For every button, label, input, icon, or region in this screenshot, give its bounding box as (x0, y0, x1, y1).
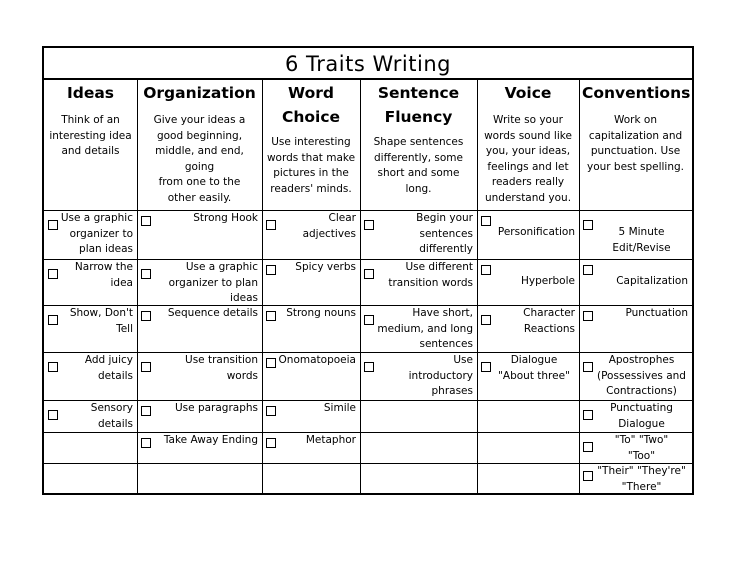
empty-cell (360, 400, 477, 432)
checkbox[interactable] (141, 216, 151, 226)
checkbox[interactable] (364, 315, 374, 325)
checkbox[interactable] (48, 269, 58, 279)
checklist-item-label: Narrow the idea (74, 261, 133, 289)
checkbox[interactable] (583, 442, 593, 452)
trait-heading: Sentence Fluency (377, 84, 460, 126)
trait-description: Write so your words sound like you, your ideas, feelings and let readers really understand you. (484, 114, 572, 204)
checklist-item-label: Begin your sentences differently (416, 212, 473, 255)
checkbox[interactable] (364, 220, 374, 230)
checkbox[interactable] (583, 362, 593, 372)
checklist-item-label: Capitalization (616, 275, 688, 287)
checklist-cell (579, 305, 692, 352)
checklist-cell (262, 210, 360, 259)
checklist-cell (579, 210, 692, 259)
checkbox[interactable] (481, 265, 491, 275)
checklist-item-label: Clear adjectives (302, 212, 356, 240)
checklist-item-label: Punctuating Dialogue (610, 402, 673, 430)
checklist-cell (262, 259, 360, 305)
checklist-item-label: Use transition words (185, 354, 258, 382)
checklist-item-label: Punctuation (625, 307, 688, 319)
checkbox[interactable] (48, 315, 58, 325)
checkbox[interactable] (583, 471, 593, 481)
checklist-cell (44, 400, 137, 432)
checkbox[interactable] (141, 269, 151, 279)
checklist-cell (262, 432, 360, 463)
checkbox[interactable] (141, 311, 151, 321)
checklist-item-label: Use paragraphs (174, 402, 258, 414)
empty-cell (262, 463, 360, 495)
header-ideas (44, 80, 137, 210)
checklist-item-label: Hyperbole (520, 275, 575, 287)
checklist-cell (579, 463, 692, 495)
checklist-cell (137, 400, 262, 432)
header-conventions (579, 80, 692, 210)
checklist-cell (360, 259, 477, 305)
checklist-cell (44, 210, 137, 259)
empty-cell (477, 432, 579, 463)
checklist-cell (477, 352, 579, 400)
checklist-item-label: Onomatopoeia (278, 354, 356, 366)
checklist-item-label: Add juicy details (84, 354, 133, 382)
checklist-cell (477, 259, 579, 305)
trait-heading: Conventions (582, 84, 691, 102)
checkbox[interactable] (266, 358, 276, 368)
checklist-cell (262, 305, 360, 352)
checklist-cell (44, 352, 137, 400)
checklist-item-label: Use introductory phrases (408, 354, 473, 397)
empty-cell (137, 463, 262, 495)
header-organization (137, 80, 262, 210)
checklist-item-label: Strong nouns (286, 307, 356, 319)
trait-heading: Ideas (66, 84, 115, 102)
checklist-item-label: Simile (323, 402, 356, 414)
checklist-item-label: Take Away Ending (163, 434, 258, 446)
empty-cell (44, 463, 137, 495)
checklist-cell (137, 259, 262, 305)
checklist-item-label: "To" "Two" "Too" (614, 434, 669, 462)
trait-description: Work on capitalization and punctuation. Use your best spelling. (586, 114, 684, 173)
header-voice (477, 80, 579, 210)
checklist-cell (262, 400, 360, 432)
checklist-cell (579, 432, 692, 463)
checklist-item-label: Use different transition words (388, 261, 473, 289)
checkbox[interactable] (583, 265, 593, 275)
trait-description: Give your ideas a good beginning, middle, and end, going from one to the other easily. (153, 114, 246, 204)
checkbox[interactable] (48, 410, 58, 420)
checklist-item-label: Strong Hook (193, 212, 258, 224)
checklist-cell (360, 352, 477, 400)
header-sentence-fluency (360, 80, 477, 210)
checkbox[interactable] (266, 438, 276, 448)
checkbox[interactable] (141, 406, 151, 416)
checklist-cell (579, 352, 692, 400)
checklist-item-label: Sensory details (90, 402, 133, 430)
empty-cell (360, 432, 477, 463)
checkbox[interactable] (481, 362, 491, 372)
trait-heading: Voice (504, 84, 552, 102)
checkbox[interactable] (266, 265, 276, 275)
checkbox[interactable] (266, 406, 276, 416)
checkbox[interactable] (364, 269, 374, 279)
checkbox[interactable] (583, 410, 593, 420)
checkbox[interactable] (481, 216, 491, 226)
checklist-cell (137, 210, 262, 259)
checklist-item-label: "Their" "They're" "There" (597, 465, 686, 493)
checklist-cell (44, 305, 137, 352)
empty-cell (477, 463, 579, 495)
checkbox[interactable] (583, 311, 593, 321)
checklist-item-label: Spicy verbs (295, 261, 356, 273)
checklist-item-label: Use a graphic organizer to plan ideas (60, 212, 133, 255)
trait-heading: Word Choice (281, 84, 341, 126)
trait-description: Think of an interesting idea and details (49, 114, 132, 157)
trait-description: Shape sentences differently, some short and some long. (373, 136, 464, 195)
checkbox[interactable] (266, 220, 276, 230)
checklist-item-label: Character Reactions (523, 307, 575, 335)
checklist-cell (262, 352, 360, 400)
checklist-item-label: Show, Don't Tell (69, 307, 133, 335)
checkbox[interactable] (48, 220, 58, 230)
checklist-item-label: 5 Minute Edit/Revise (612, 226, 671, 254)
empty-cell (360, 463, 477, 495)
checklist-cell (137, 352, 262, 400)
checklist-item-label: Sequence details (167, 307, 258, 319)
checkbox[interactable] (583, 220, 593, 230)
checklist-cell (360, 305, 477, 352)
checklist-cell (477, 305, 579, 352)
checkbox[interactable] (481, 315, 491, 325)
checklist-cell (579, 259, 692, 305)
checkbox[interactable] (141, 362, 151, 372)
checklist-cell (137, 305, 262, 352)
six-traits-worksheet (42, 46, 694, 495)
worksheet-title: 6 Traits Writing (44, 48, 692, 80)
trait-heading: Organization (143, 84, 256, 102)
header-word-choice (262, 80, 360, 210)
checklist-cell (137, 432, 262, 463)
checklist-item-label: Personification (497, 226, 575, 238)
checklist-item-label: Metaphor (305, 434, 356, 446)
trait-description: Use interesting words that make pictures in the readers' minds. (266, 136, 356, 195)
checklist-cell (579, 400, 692, 432)
checkbox[interactable] (266, 311, 276, 321)
checklist-item-label: Use a graphic organizer to plan ideas (168, 261, 258, 304)
empty-cell (44, 432, 137, 463)
checklist-cell (44, 259, 137, 305)
checkbox[interactable] (141, 438, 151, 448)
empty-cell (477, 400, 579, 432)
checklist-item-label: Apostrophes (Possessives and Contractions) (597, 354, 686, 397)
checklist-item-label: Dialogue "About three" (498, 354, 570, 382)
checkbox[interactable] (48, 362, 58, 372)
checklist-cell (360, 210, 477, 259)
checklist-item-label: Have short, medium, and long sentences (377, 307, 473, 350)
checklist-cell (477, 210, 579, 259)
checkbox[interactable] (364, 362, 374, 372)
